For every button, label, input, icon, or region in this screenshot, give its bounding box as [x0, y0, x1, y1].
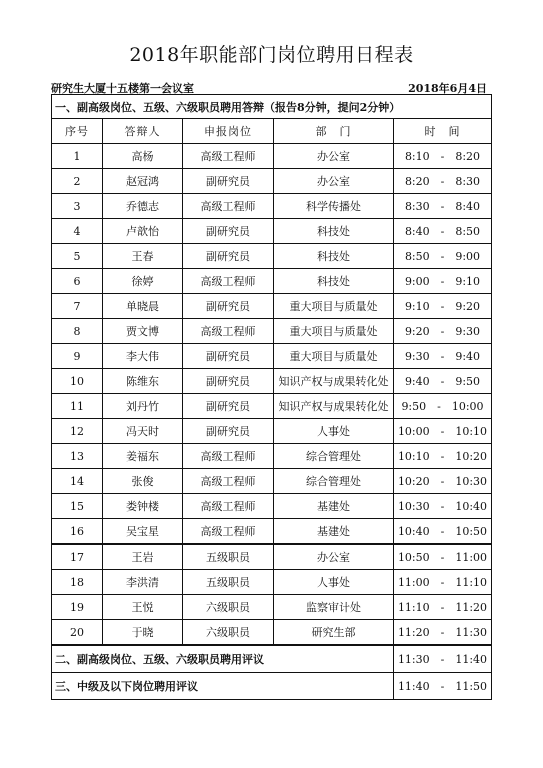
cell-time: 11:20 - 11:30 [394, 620, 492, 646]
cell-time: 10:10 - 10:20 [394, 444, 492, 469]
cell-dept: 科技处 [274, 244, 394, 269]
cell-name: 姜福东 [103, 444, 183, 469]
header-time: 时 间 [394, 119, 492, 144]
cell-dept: 知识产权与成果转化处 [274, 394, 394, 419]
cell-time: 10:20 - 10:30 [394, 469, 492, 494]
table-row [52, 519, 492, 545]
cell-num: 2 [52, 169, 103, 194]
cell-num: 8 [52, 319, 103, 344]
cell-post: 高级工程师 [183, 494, 274, 519]
cell-time: 9:00 - 9:10 [394, 269, 492, 294]
section-2-label: 二、副高级岗位、五级、六级职员聘用评议 [52, 645, 394, 673]
cell-dept: 重大项目与质量处 [274, 319, 394, 344]
cell-dept: 重大项目与质量处 [274, 294, 394, 319]
table-row [52, 219, 492, 244]
cell-num: 17 [52, 544, 103, 570]
cell-dept: 知识产权与成果转化处 [274, 369, 394, 394]
table-row [52, 194, 492, 219]
cell-time: 10:00 - 10:10 [394, 419, 492, 444]
cell-post: 高级工程师 [183, 269, 274, 294]
header-post: 申报岗位 [183, 119, 274, 144]
section-1-label: 一、副高级岗位、五级、六级职员聘用答辩（报告8分钟，提问2分钟） [52, 95, 492, 119]
cell-num: 11 [52, 394, 103, 419]
section-2-time: 11:30 - 11:40 [394, 645, 492, 673]
cell-post: 副研究员 [183, 294, 274, 319]
section-1-row [52, 95, 492, 119]
cell-post: 副研究员 [183, 219, 274, 244]
cell-num: 5 [52, 244, 103, 269]
cell-time: 8:20 - 8:30 [394, 169, 492, 194]
cell-post: 高级工程师 [183, 469, 274, 494]
table-row [52, 544, 492, 570]
cell-num: 16 [52, 519, 103, 545]
cell-name: 徐婷 [103, 269, 183, 294]
cell-name: 于晓 [103, 620, 183, 646]
cell-name: 刘丹竹 [103, 394, 183, 419]
cell-dept: 办公室 [274, 544, 394, 570]
cell-time: 9:30 - 9:40 [394, 344, 492, 369]
cell-time: 9:40 - 9:50 [394, 369, 492, 394]
table-row [52, 570, 492, 595]
cell-num: 12 [52, 419, 103, 444]
cell-time: 9:10 - 9:20 [394, 294, 492, 319]
cell-num: 18 [52, 570, 103, 595]
cell-num: 19 [52, 595, 103, 620]
section-3-label: 三、中级及以下岗位聘用评议 [52, 673, 394, 700]
schedule-table [51, 94, 492, 700]
cell-name: 乔德志 [103, 194, 183, 219]
cell-time: 9:50 - 10:00 [394, 394, 492, 419]
table-row [52, 294, 492, 319]
cell-dept: 监察审计处 [274, 595, 394, 620]
cell-post: 高级工程师 [183, 319, 274, 344]
cell-time: 11:10 - 11:20 [394, 595, 492, 620]
cell-name: 单晓晨 [103, 294, 183, 319]
cell-post: 高级工程师 [183, 144, 274, 169]
cell-time: 10:50 - 11:00 [394, 544, 492, 570]
cell-name: 贾文博 [103, 319, 183, 344]
table-row [52, 469, 492, 494]
cell-post: 副研究员 [183, 394, 274, 419]
cell-dept: 综合管理处 [274, 469, 394, 494]
cell-post: 副研究员 [183, 344, 274, 369]
table-row [52, 369, 492, 394]
table-row [52, 620, 492, 646]
cell-post: 副研究员 [183, 169, 274, 194]
cell-dept: 基建处 [274, 519, 394, 545]
cell-dept: 科学传播处 [274, 194, 394, 219]
header-name: 答辩人 [103, 119, 183, 144]
header-num: 序号 [52, 119, 103, 144]
cell-dept: 办公室 [274, 169, 394, 194]
cell-dept: 综合管理处 [274, 444, 394, 469]
cell-dept: 人事处 [274, 570, 394, 595]
cell-time: 8:40 - 8:50 [394, 219, 492, 244]
table-row [52, 169, 492, 194]
cell-post: 副研究员 [183, 244, 274, 269]
table-row [52, 595, 492, 620]
cell-name: 王岩 [103, 544, 183, 570]
table-row [52, 344, 492, 369]
meeting-location: 研究生大厦十五楼第一会议室 [51, 82, 194, 95]
cell-num: 15 [52, 494, 103, 519]
cell-num: 10 [52, 369, 103, 394]
cell-num: 9 [52, 344, 103, 369]
cell-num: 4 [52, 219, 103, 244]
cell-num: 3 [52, 194, 103, 219]
table-row [52, 269, 492, 294]
cell-time: 11:00 - 11:10 [394, 570, 492, 595]
cell-name: 李大伟 [103, 344, 183, 369]
cell-name: 娄钟楼 [103, 494, 183, 519]
cell-name: 赵冠鸿 [103, 169, 183, 194]
cell-num: 1 [52, 144, 103, 169]
cell-dept: 重大项目与质量处 [274, 344, 394, 369]
cell-time: 8:10 - 8:20 [394, 144, 492, 169]
cell-name: 吴宝星 [103, 519, 183, 545]
cell-post: 五级职员 [183, 544, 274, 570]
cell-name: 卢歆怡 [103, 219, 183, 244]
cell-name: 高杨 [103, 144, 183, 169]
cell-name: 冯天时 [103, 419, 183, 444]
cell-time: 10:30 - 10:40 [394, 494, 492, 519]
cell-time: 8:30 - 8:40 [394, 194, 492, 219]
table-row [52, 494, 492, 519]
cell-post: 副研究员 [183, 369, 274, 394]
cell-dept: 研究生部 [274, 620, 394, 646]
cell-dept: 人事处 [274, 419, 394, 444]
page-title: 2018年职能部门岗位聘用日程表 [129, 44, 414, 66]
cell-post: 六级职员 [183, 620, 274, 646]
cell-post: 六级职员 [183, 595, 274, 620]
cell-name: 李洪清 [103, 570, 183, 595]
header-row [52, 119, 492, 144]
cell-post: 五级职员 [183, 570, 274, 595]
cell-post: 高级工程师 [183, 444, 274, 469]
cell-name: 王春 [103, 244, 183, 269]
section-2-row [52, 645, 492, 673]
cell-post: 高级工程师 [183, 194, 274, 219]
cell-time: 10:40 - 10:50 [394, 519, 492, 545]
table-row [52, 144, 492, 169]
table-row [52, 394, 492, 419]
cell-time: 8:50 - 9:00 [394, 244, 492, 269]
table-row [52, 419, 492, 444]
cell-num: 6 [52, 269, 103, 294]
cell-name: 王悦 [103, 595, 183, 620]
cell-dept: 基建处 [274, 494, 394, 519]
cell-dept: 科技处 [274, 269, 394, 294]
header-dept: 部 门 [274, 119, 394, 144]
table-row [52, 244, 492, 269]
cell-name: 张俊 [103, 469, 183, 494]
meeting-date: 2018年6月4日 [408, 82, 487, 95]
section-3-row [52, 673, 492, 700]
cell-num: 7 [52, 294, 103, 319]
table-row [52, 319, 492, 344]
table-row [52, 444, 492, 469]
section-3-time: 11:40 - 11:50 [394, 673, 492, 700]
cell-num: 13 [52, 444, 103, 469]
cell-post: 副研究员 [183, 419, 274, 444]
cell-num: 14 [52, 469, 103, 494]
cell-post: 高级工程师 [183, 519, 274, 545]
cell-time: 9:20 - 9:30 [394, 319, 492, 344]
cell-dept: 办公室 [274, 144, 394, 169]
cell-num: 20 [52, 620, 103, 646]
cell-dept: 科技处 [274, 219, 394, 244]
cell-name: 陈维东 [103, 369, 183, 394]
